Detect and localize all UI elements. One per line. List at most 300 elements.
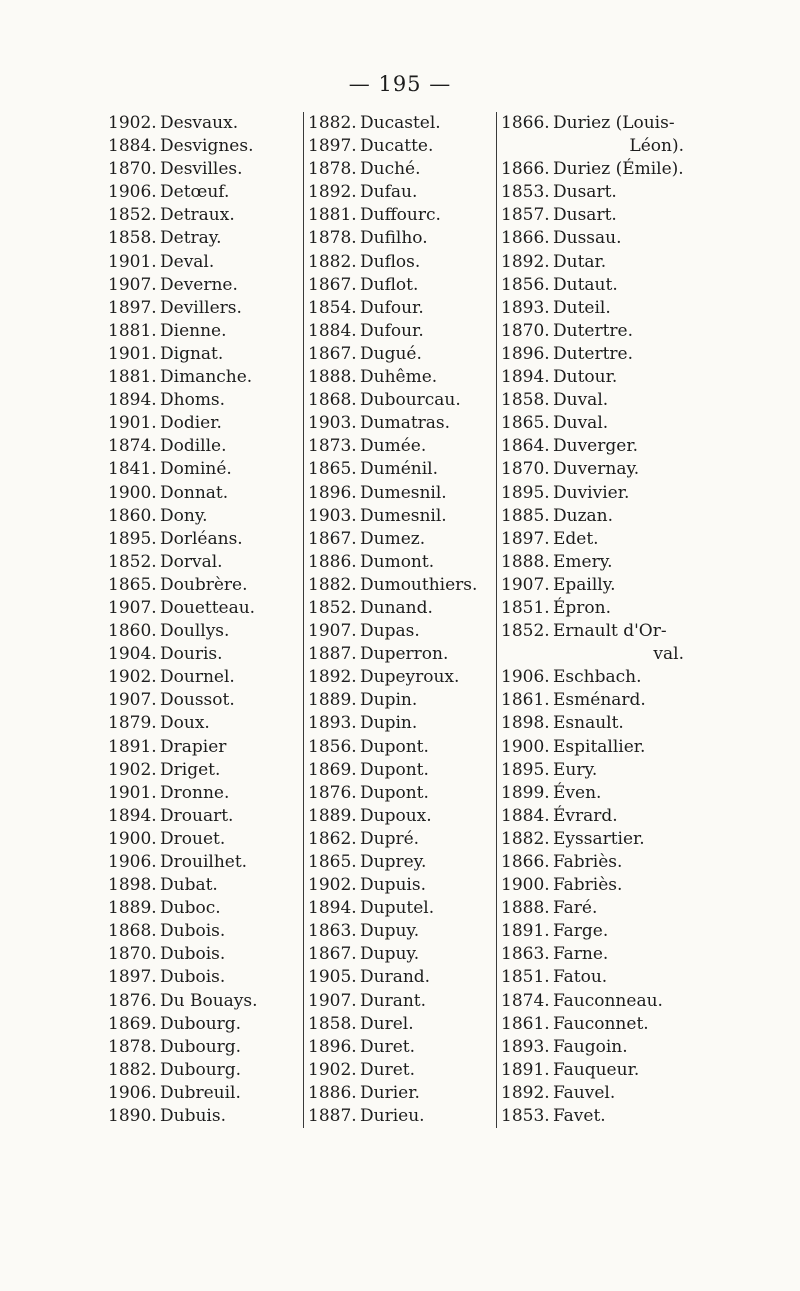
list-item [108,689,296,712]
list-item [108,897,296,920]
entry-name: Durier. [360,1082,420,1103]
list-item [501,920,706,943]
entry-year: 1900. [501,875,550,896]
entry-year: 1861. [501,690,550,711]
list-item [108,112,296,135]
entry-name: Duret. [360,1059,416,1080]
entry-name: Dubourg. [160,1059,242,1080]
list-item [501,204,706,227]
entry-name: Dufilho. [360,228,428,249]
entry-name: Épron. [553,597,612,618]
list-item [108,412,296,435]
entry-year: 1891. [108,736,157,757]
list-item [501,482,706,505]
entry-name: Dubreuil. [160,1082,241,1103]
list-item [108,943,296,966]
list-item [501,574,706,597]
entry-year: 1858. [108,228,157,249]
list-item [501,366,706,389]
entry-name: Dominé. [160,459,232,480]
entry-name: Faugoin. [553,1036,628,1057]
entry-name: Dufour. [360,320,424,341]
list-item [108,620,296,643]
entry-name: Dupont. [360,759,429,780]
entry-name: Éven. [553,782,602,803]
entry-name: Fauqueur. [553,1059,640,1080]
entry-name: Dignat. [160,343,224,364]
list-item [501,505,706,528]
entry-year: 1878. [108,1036,157,1057]
entry-name: Duriez (Émile). [553,159,684,180]
list-item [501,828,706,851]
entry-year: 1865. [308,459,357,480]
entry-year: 1852. [308,597,357,618]
entry-year: 1889. [308,805,357,826]
list-item [308,297,498,320]
entry-name: Dumont. [360,551,435,572]
list-item [308,227,498,250]
list-item [108,135,296,158]
list-item [501,966,706,989]
entry-name: Dupuy. [360,944,420,965]
entry-name: Emery. [553,551,613,572]
entry-name: Ducatte. [360,136,434,157]
list-item [108,227,296,250]
entry-year: 1900. [501,736,550,757]
entry-name: Dournel. [160,667,235,688]
list-item [308,1059,498,1082]
entry-year: 1878. [308,159,357,180]
list-item [501,1013,706,1036]
list-item [308,874,498,897]
entry-name: Fauvel. [553,1082,616,1103]
entry-year: 1852. [108,551,157,572]
list-item [501,274,706,297]
list-item [308,482,498,505]
name-column-3 [496,112,706,1128]
list-item [108,204,296,227]
entry-year: 1901. [108,251,157,272]
entry-year: 1898. [501,713,550,734]
list-item [108,551,296,574]
entry-year: 1894. [308,898,357,919]
list-item [308,828,498,851]
entry-year: 1881. [108,320,157,341]
entry-year: 1867. [308,528,357,549]
list-item [501,897,706,920]
entry-name: Dupin. [360,690,418,711]
entry-name: Dorval. [160,551,223,572]
entry-year: 1866. [501,113,550,133]
list-item [108,297,296,320]
entry-name: Favet. [553,1106,606,1127]
entry-name: Drouart. [160,805,234,826]
list-item [108,1082,296,1105]
list-item [501,551,706,574]
list-item [501,736,706,759]
entry-year: 1882. [108,1059,157,1080]
entry-name: Dupeyroux. [360,667,460,688]
list-item [108,389,296,412]
entry-year: 1858. [308,1013,357,1034]
entry-year: 1882. [308,113,357,133]
entry-year: 1870. [108,159,157,180]
entry-name: Dony. [160,505,208,526]
list-item [308,805,498,828]
entry-year: 1893. [501,297,550,318]
entry-name: Duret. [360,1036,416,1057]
list-item [501,458,706,481]
list-item [501,620,706,666]
entry-year: 1899. [501,782,550,803]
list-item [308,505,498,528]
entry-name: Dussau. [553,228,622,249]
entry-name: Duval. [553,390,609,411]
list-item [308,343,498,366]
entry-name: Donnat. [160,482,229,503]
entry-year: 1853. [501,182,550,203]
entry-year: 1865. [501,413,550,434]
list-item [501,181,706,204]
list-item [308,943,498,966]
entry-name: Dubourg. [160,1013,242,1034]
entry-year: 1876. [108,990,157,1011]
list-item [501,1082,706,1105]
list-item [308,736,498,759]
entry-name: Dubois. [160,967,226,988]
list-item [108,759,296,782]
list-item [108,1013,296,1036]
entry-name: Fabriès. [553,852,623,872]
entry-year: 1870. [501,459,550,480]
entry-name: Dumouthiers. [360,574,478,595]
list-item [501,227,706,250]
list-item [501,782,706,805]
entry-year: 1869. [108,1013,157,1034]
entry-year: 1906. [108,182,157,203]
list-item [308,274,498,297]
entry-year: 1903. [308,505,357,526]
entry-year: 1865. [308,852,357,872]
list-item [308,551,498,574]
entry-year: 1876. [308,782,357,803]
list-item [308,112,498,135]
entry-year: 1852. [108,205,157,226]
entry-year: 1861. [501,1013,550,1034]
list-item [501,158,706,181]
entry-year: 1881. [108,367,157,388]
entry-year: 1901. [108,413,157,434]
entry-name: Drapier [160,736,227,757]
entry-name: Dufau. [360,182,418,203]
entry-year: 1874. [501,990,550,1011]
entry-year: 1907. [501,574,550,595]
list-item [108,805,296,828]
entry-year: 1881. [308,205,357,226]
list-item [108,320,296,343]
entry-name: Dimanche. [160,367,253,388]
name-column-1 [108,112,296,1128]
entry-year: 1897. [108,297,157,318]
entry-year: 1900. [108,828,157,849]
list-item [108,366,296,389]
entry-year: 1853. [501,1106,550,1127]
entry-name: Dupont. [360,782,429,803]
entry-name: Douetteau. [160,597,256,618]
entry-name: Évrard. [553,805,618,826]
entry-year: 1895. [501,482,550,503]
entry-year: 1858. [501,390,550,411]
entry-year: 1888. [501,551,550,572]
list-item [308,851,498,874]
list-item [108,851,296,874]
entry-year: 1904. [108,644,157,665]
entry-name: Desvaux. [160,113,239,133]
entry-name: Duché. [360,159,421,180]
entry-name: Dumez. [360,528,426,549]
list-item [501,990,706,1013]
entry-name: Esnault. [553,713,624,734]
entry-year: 1903. [308,413,357,434]
entry-year: 1893. [308,713,357,734]
list-item [308,320,498,343]
entry-name: Dunand. [360,597,433,618]
entry-year: 1884. [108,136,157,157]
list-item [308,1036,498,1059]
entry-year: 1856. [501,274,550,295]
entry-name: Dumesnil. [360,505,447,526]
entry-year: 1889. [108,898,157,919]
entry-name: Dupuy. [360,921,420,942]
list-item [308,643,498,666]
entry-name: Douris. [160,644,223,665]
list-item [108,920,296,943]
entry-year: 1888. [501,898,550,919]
entry-year: 1851. [501,967,550,988]
entry-year: 1866. [501,159,550,180]
entry-year: 1891. [501,1059,550,1080]
list-item [308,666,498,689]
entry-year: 1892. [501,251,550,272]
entry-name: Duzan. [553,505,614,526]
list-item [108,782,296,805]
entry-name: Fauconnet. [553,1013,649,1034]
entry-year: 1902. [308,1059,357,1080]
entry-year: 1901. [108,782,157,803]
list-item [108,482,296,505]
entry-name: Dusart. [553,182,617,203]
list-item [308,412,498,435]
entry-name: Dumesnil. [360,482,447,503]
entry-year: 1869. [308,759,357,780]
entry-year: 1884. [501,805,550,826]
entry-year: 1841. [108,459,157,480]
list-item [308,528,498,551]
entry-year: 1907. [308,621,357,642]
entry-year: 1870. [108,944,157,965]
entry-year: 1907. [108,274,157,295]
entry-year: 1892. [501,1082,550,1103]
list-item [501,297,706,320]
list-item [308,1013,498,1036]
list-item [108,828,296,851]
entry-name: Duprey. [360,852,427,872]
entry-year: 1907. [308,990,357,1011]
entry-name: Doux. [160,713,210,734]
entry-name-continuation: Léon). [629,136,684,157]
entry-name: Dubuis. [160,1106,226,1127]
entry-name: Duteil. [553,297,611,318]
entry-year: 1894. [108,805,157,826]
entry-year: 1900. [108,482,157,503]
entry-name: Dutour. [553,367,618,388]
entry-year: 1882. [308,251,357,272]
list-item [308,204,498,227]
list-item [308,181,498,204]
entry-name: Duflot. [360,274,419,295]
entry-name: Dupré. [360,828,420,849]
list-item [308,920,498,943]
list-item [108,597,296,620]
list-item [108,1059,296,1082]
entry-year: 1887. [308,644,357,665]
entry-name: Duménil. [360,459,438,480]
entry-name: Deval. [160,251,215,272]
entry-name: Ducastel. [360,113,441,133]
entry-name: Durieu. [360,1106,425,1127]
entry-year: 1886. [308,551,357,572]
entry-year: 1885. [501,505,550,526]
entry-year: 1896. [308,482,357,503]
entry-year: 1905. [308,967,357,988]
list-item [501,343,706,366]
entry-name: Du Bouays. [160,990,258,1011]
entry-name: Duvivier. [553,482,630,503]
list-item [501,389,706,412]
entry-name: Dufour. [360,297,424,318]
list-item [108,181,296,204]
list-item [108,528,296,551]
entry-name: Esménard. [553,690,646,711]
list-item [308,458,498,481]
entry-name: Duperron. [360,644,449,665]
entry-name: Duverger. [553,436,638,457]
entry-name: Edet. [553,528,599,549]
entry-name: Desvilles. [160,159,243,180]
list-item [308,712,498,735]
list-item [108,343,296,366]
entry-name: Dubourg. [160,1036,242,1057]
entry-year: 1868. [108,921,157,942]
entry-year: 1860. [108,505,157,526]
entry-year: 1851. [501,597,550,618]
entry-year: 1852. [501,621,550,642]
list-item [108,874,296,897]
list-item [108,1036,296,1059]
entry-year: 1907. [108,690,157,711]
entry-year: 1862. [308,828,357,849]
list-item [108,435,296,458]
entry-year: 1906. [108,852,157,872]
list-item [308,389,498,412]
entry-year: 1856. [308,736,357,757]
list-item [108,643,296,666]
entry-name: Durant. [360,990,427,1011]
list-item [308,435,498,458]
entry-year: 1893. [501,1036,550,1057]
page-number: — 195 — [348,72,452,96]
list-item [108,574,296,597]
entry-year: 1873. [308,436,357,457]
entry-year: 1902. [108,759,157,780]
entry-year: 1902. [108,113,157,133]
list-item [108,251,296,274]
entry-year: 1894. [108,390,157,411]
list-item [108,990,296,1013]
entry-name: Dupuis. [360,875,426,896]
list-item [501,712,706,735]
entry-name: Doubrère. [160,574,248,595]
list-item [501,874,706,897]
entry-year: 1884. [308,320,357,341]
list-item [501,320,706,343]
entry-name: Dusart. [553,205,617,226]
entry-name: Eschbach. [553,667,642,688]
entry-year: 1868. [308,390,357,411]
entry-year: 1882. [501,828,550,849]
entry-year: 1897. [108,967,157,988]
list-item [108,712,296,735]
list-item [308,597,498,620]
list-item [308,966,498,989]
entry-year: 1897. [308,136,357,157]
list-item [308,990,498,1013]
entry-name: Duboc. [160,898,221,919]
entry-name: Dubat. [160,875,218,896]
list-item [501,666,706,689]
entry-name: Detœuf. [160,182,230,203]
entry-name: Doussot. [160,690,235,711]
entry-year: 1886. [308,1082,357,1103]
entry-name: Dumatras. [360,413,451,434]
name-column-2 [303,112,498,1128]
entry-name: Fabriès. [553,875,623,896]
entry-name: Dupoux. [360,805,432,826]
entry-year: 1879. [108,713,157,734]
list-item [308,759,498,782]
entry-name: Dumée. [360,436,427,457]
entry-name: Dienne. [160,320,227,341]
list-item [501,528,706,551]
entry-year: 1866. [501,852,550,872]
entry-name: Dupas. [360,621,420,642]
list-item [308,897,498,920]
entry-year: 1895. [108,528,157,549]
entry-year: 1887. [308,1106,357,1127]
entry-name: Dugué. [360,343,422,364]
entry-name: Duffourc. [360,205,441,226]
list-item [308,574,498,597]
entry-year: 1894. [501,367,550,388]
entry-year: 1857. [501,205,550,226]
entry-name: Dutaut. [553,274,618,295]
entry-name: Driget. [160,759,221,780]
list-item [501,251,706,274]
entry-name: Devillers. [160,297,242,318]
entry-year: 1860. [108,621,157,642]
entry-name: Durand. [360,967,431,988]
entry-year: 1874. [108,436,157,457]
